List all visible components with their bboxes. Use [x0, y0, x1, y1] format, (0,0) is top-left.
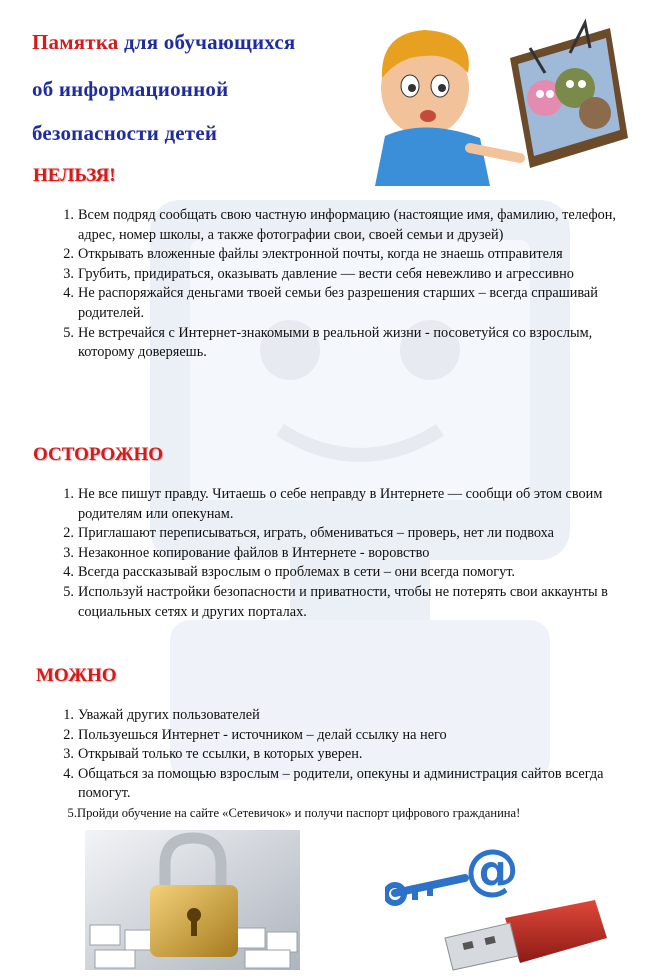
allowed-list	[52, 706, 627, 824]
usb-key-with-at-sign-illustration	[385, 838, 610, 973]
list-item: 5. Используй настройки безопасности и приватности, чтобы не потерять свои аккаунты в социальных сетях и других порталах.	[63, 583, 608, 620]
list-item: 1. Не все пишут правду. Читаешь о себе неправду в Интернете — сообщи об этом своим родителям или опекунам.	[63, 486, 603, 522]
padlock-on-keyboard-illustration	[85, 830, 300, 970]
page-title: Памятка для обучающихся	[32, 30, 296, 54]
section-heading-caution: ОСТОРОЖНО	[33, 444, 164, 465]
list-item: 2. Приглашают переписываться, играть, обмениваться – проверь, нет ли подвоха	[63, 525, 554, 542]
list-item: 3. Незаконное копирование файлов в Интернете - воровство	[63, 544, 430, 561]
boy-at-computer-with-monsters-illustration	[370, 18, 632, 186]
list-item: 4. Всегда рассказывай взрослым о проблемах в сети – они всегда помогут.	[63, 564, 516, 581]
list-item: 2. Пользуешься Интернет - источником – делай ссылку на него	[63, 726, 447, 743]
forbidden-list	[52, 206, 622, 363]
page-title-line2: об информационной	[32, 77, 229, 101]
caution-list	[52, 485, 622, 622]
list-item: 1. Всем подряд сообщать свою частную информацию (настоящие имя, фамилию, телефон, адрес, номер школы, а также фотографии свои, своей семьи и друзей)	[63, 207, 617, 243]
list-item: 5. Пройди обучение на сайте «Сетевичок» и получи паспорт цифрового гражданина!	[67, 805, 521, 820]
list-item: 3. Грубить, придираться, оказывать давление — вести себя невежливо и агрессивно	[63, 265, 574, 282]
list-item: 4. Общаться за помощью взрослым – родители, опекуны и администрация сайтов всегда помогут.	[63, 765, 604, 802]
list-item: 5. Не встречайся с Интернет-знакомыми в реальной жизни - посоветуйся со взрослым, которому доверяешь.	[63, 324, 593, 361]
section-heading-forbidden: НЕЛЬЗЯ!	[33, 165, 116, 186]
section-heading-allowed: МОЖНО	[36, 665, 117, 686]
list-item: 1. Уважай других пользователей	[63, 707, 260, 723]
list-item: 4. Не распоряжайся деньгами твоей семьи без разрешения старших – всегда спрашивай родителей.	[63, 285, 598, 321]
list-item: 2. Открывать вложенные файлы электронной почты, когда не знаешь отправителя	[63, 246, 563, 263]
svg-text:@: @	[465, 838, 519, 901]
page-title-line3: безопасности детей	[32, 121, 218, 145]
list-item: 3. Открывай только те ссылки, в которых уверен.	[63, 746, 363, 763]
